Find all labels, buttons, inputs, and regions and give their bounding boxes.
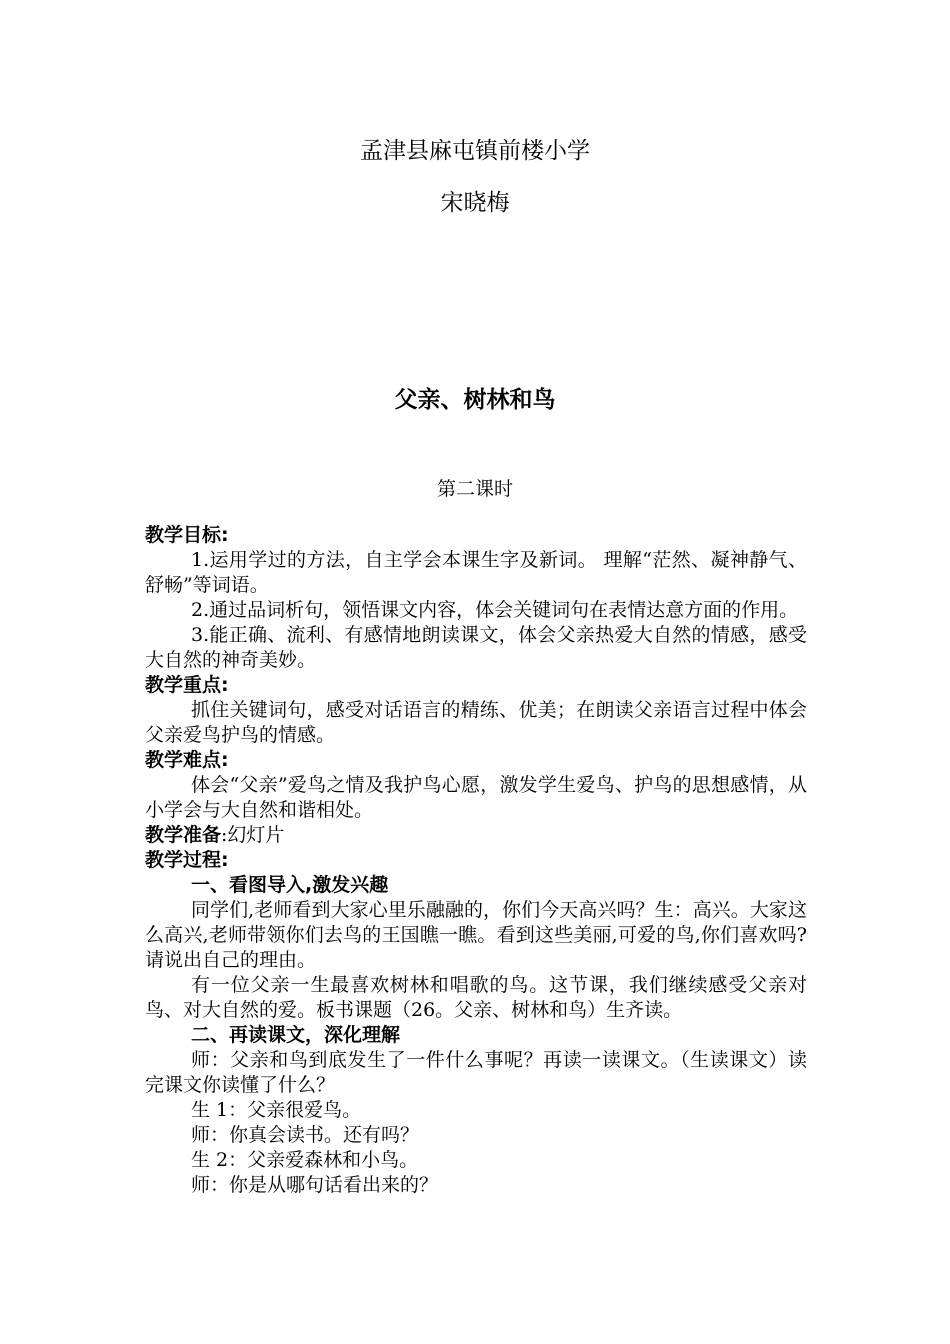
lesson-plan-body <box>145 523 807 1198</box>
step2-paragraph: 生 2：父亲爱森林和小鸟。 <box>191 1149 419 1171</box>
step2-paragraph: 师：你真会读书。还有吗？ <box>191 1124 420 1146</box>
step2-paragraph: 师：父亲和鸟到底发生了一件什么事呢？再读一读课文。（生读课文）读完课文你读懂了什么？ <box>145 1049 807 1096</box>
preparation-heading: 教学准备 <box>145 824 222 846</box>
school-name: 孟津县麻屯镇前楼小学 <box>360 138 590 164</box>
process-heading: 教学过程: <box>145 849 229 871</box>
key-points-heading: 教学重点: <box>145 674 229 696</box>
goal-item: 1.运用学过的方法，自主学会本课生字及新词。 理解“茫然、凝神静气、舒畅”等词语。 <box>145 549 807 596</box>
preparation-line <box>145 823 807 848</box>
goal-item: 2.通过品词析句，领悟课文内容，体会关键词句在表情达意方面的作用。 <box>191 599 799 621</box>
preparation-text: :幻灯片 <box>221 824 285 846</box>
document-title: 父亲、树林和鸟 <box>394 387 556 413</box>
step2-paragraph: 生 1：父亲很爱鸟。 <box>191 1099 362 1121</box>
step2-heading: 二、再读课文，深化理解 <box>191 1024 401 1046</box>
goals-heading: 教学目标: <box>145 524 229 546</box>
step1-heading: 一、看图导入,激发兴趣 <box>191 874 389 896</box>
key-points-text: 抓住关键词句，感受对话语言的精练、优美；在朗读父亲语言过程中体会父亲爱鸟护鸟的情感。 <box>145 699 807 746</box>
lesson-label: 第二课时 <box>436 478 513 500</box>
step1-paragraph: 有一位父亲一生最喜欢树林和唱歌的鸟。这节课，我们继续感受父亲对鸟、对大自然的爱。板书课题（26。父亲、树林和鸟）生齐读。 <box>145 974 807 1021</box>
step1-paragraph: 同学们,老师看到大家心里乐融融的，你们今天高兴吗？生：高兴。大家这么高兴,老师带领你们去鸟的王国瞧一瞧。看到这些美丽,可爱的鸟,你们喜欢吗?请说出自己的理由。 <box>145 899 807 971</box>
step2-paragraph: 师：你是从哪句话看出来的？ <box>191 1174 439 1196</box>
goal-item: 3.能正确、流利、有感情地朗读课文，体会父亲热爱大自然的情感，感受大自然的神奇美妙。 <box>145 624 807 671</box>
difficulty-text: 体会“父亲”爱鸟之情及我护鸟心愿，激发学生爱鸟、护鸟的思想感情，从小学会与大自然和谐相处。 <box>145 774 807 821</box>
difficulty-heading: 教学难点: <box>145 749 229 771</box>
author-name: 宋晓梅 <box>440 190 510 216</box>
